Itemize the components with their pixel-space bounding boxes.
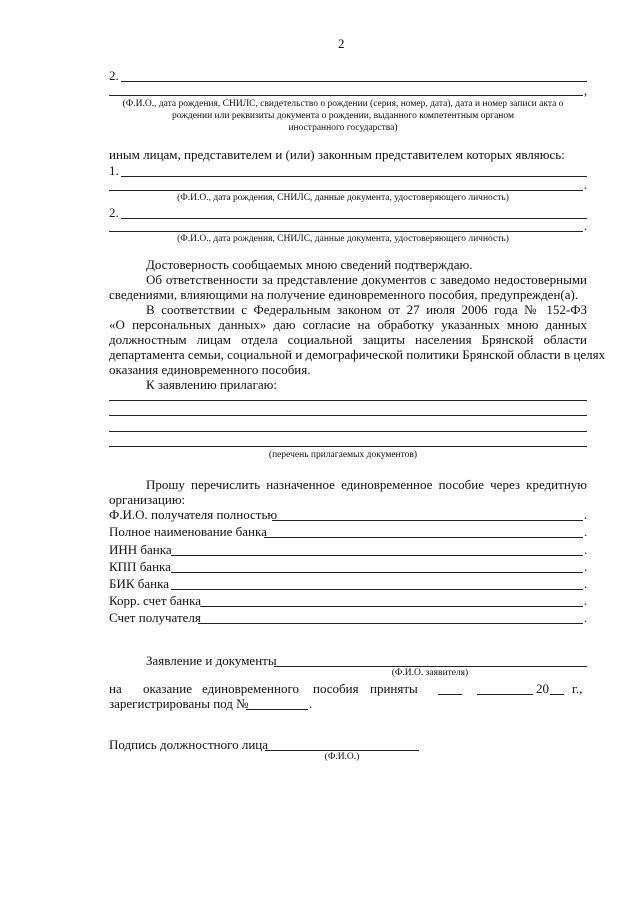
item-2-line[interactable] (121, 81, 587, 82)
caption-1-line-3: иностранного государства) (288, 123, 398, 133)
representative-intro: иным лицам, представителем и (или) законным представителем которых являюсь: (109, 147, 565, 162)
rep-item-2-line[interactable] (121, 218, 587, 219)
applicant-caption: (Ф.И.О. заявителя) (391, 668, 469, 678)
page-number: 2 (338, 36, 345, 51)
consent-line-3: должностным лицам отдела социальной защиты населения Брянской области (109, 332, 587, 347)
field-kpp-label: КПП банка (109, 559, 171, 574)
rep-caption-1: (Ф.И.О., дата рождения, СНИЛС, данные документа, удостоверяющего личность) (177, 193, 509, 203)
rep-item-2-end: . (584, 218, 588, 233)
accept-month-line[interactable] (477, 694, 533, 695)
field-recipient-account-line[interactable] (198, 623, 583, 624)
responsibility-line-1: Об ответственности за представление документов с заведомо недостоверными (146, 272, 587, 287)
attachments-caption: (перечень прилагаемых документов) (268, 450, 418, 460)
rep-item-1-line[interactable] (121, 176, 587, 177)
item-2-comma: , (584, 83, 588, 98)
responsibility-line-2: сведениями, влияющими на получение единовременного пособия, предупрежден(а). (109, 287, 579, 302)
field-bank-name-label: Полное наименование банка (109, 524, 267, 539)
bank-request-line-1: Прошу перечислить назначенное единовременное пособие через кредитную (146, 477, 587, 492)
field-recipient-account-label: Счет получателя (109, 610, 201, 625)
attachment-line-1[interactable] (109, 400, 587, 401)
field-recipient-name-end: . (584, 507, 588, 522)
field-inn-label: ИНН банка (109, 542, 172, 557)
consent-line-1: В соответствии с Федеральным законом от 27 июля 2006 года № 152-ФЗ (146, 302, 587, 317)
confirm-statement: Достоверность сообщаемых мною сведений подтверждаю. (146, 257, 473, 272)
official-name-caption: (Ф.И.О.) (324, 752, 360, 762)
registration-number-line[interactable] (246, 709, 308, 710)
field-bik-end: . (584, 576, 588, 591)
accept-year-suffix: г., (572, 681, 583, 696)
registered-end: . (309, 696, 313, 711)
rep-item-2-line-2[interactable] (109, 231, 583, 232)
attachment-line-3[interactable] (109, 431, 587, 432)
accept-year-prefix: 20 (536, 681, 549, 696)
field-corr-account-line[interactable] (200, 606, 583, 607)
official-signature-label: Подпись должностного лица (109, 737, 269, 752)
registered-label: зарегистрированы под № (109, 696, 249, 711)
field-corr-account-end: . (584, 593, 588, 608)
rep-item-1-number: 1. (109, 163, 119, 178)
field-bank-name-end: . (584, 524, 588, 539)
attachment-line-2[interactable] (109, 415, 587, 416)
rep-item-1-line-2[interactable] (109, 190, 583, 191)
field-inn-line[interactable] (171, 555, 583, 556)
field-bik-label: БИК банка (109, 576, 170, 591)
acceptance-label: Заявление и документы (146, 653, 277, 668)
accepted-word-2: оказание (143, 681, 192, 696)
field-recipient-name-line[interactable] (272, 520, 583, 521)
accepted-word-3: единовременного (202, 681, 299, 696)
field-recipient-account-end: . (584, 610, 588, 625)
field-recipient-name-label: Ф.И.О. получателя полностью (109, 507, 278, 522)
accept-year-line[interactable] (550, 694, 564, 695)
rep-caption-2: (Ф.И.О., дата рождения, СНИЛС, данные документа, удостоверяющего личность) (177, 234, 509, 244)
field-bank-name-line[interactable] (264, 537, 583, 538)
field-inn-end: . (584, 542, 588, 557)
accepted-word-1: на (109, 681, 122, 696)
consent-line-4: департамента семьи, социальной и демографической политики Брянской области в целях (109, 347, 606, 362)
consent-line-5: оказания единовременного пособия. (109, 362, 311, 377)
field-corr-account-label: Корр. счет банка (109, 593, 202, 608)
accepted-word-4: пособия (313, 681, 359, 696)
caption-1-line-1: (Ф.И.О., дата рождения, СНИЛС, свидетельство о рождении (серия, номер, дата), дата и номер записи акта о (122, 99, 564, 109)
field-kpp-line[interactable] (171, 572, 583, 573)
item-2-number: 2. (109, 68, 119, 83)
item-2-line-2[interactable] (109, 95, 583, 96)
caption-1-line-2: рождении или реквизиты документа о рождении, выданного компетентным органом (172, 111, 514, 121)
accept-day-line[interactable] (438, 694, 462, 695)
accepted-word-5: приняты (370, 681, 418, 696)
consent-line-2: «О персональных данных» даю согласие на обработку указанных мною данных (109, 317, 587, 332)
field-bik-line[interactable] (171, 589, 583, 590)
field-kpp-end: . (584, 559, 588, 574)
attachment-line-4[interactable] (109, 446, 587, 447)
attachments-intro: К заявлению прилагаю: (146, 377, 278, 392)
rep-item-2-number: 2. (109, 205, 119, 220)
rep-item-1-end: . (584, 177, 588, 192)
bank-request-line-2: организацию: (109, 492, 186, 507)
